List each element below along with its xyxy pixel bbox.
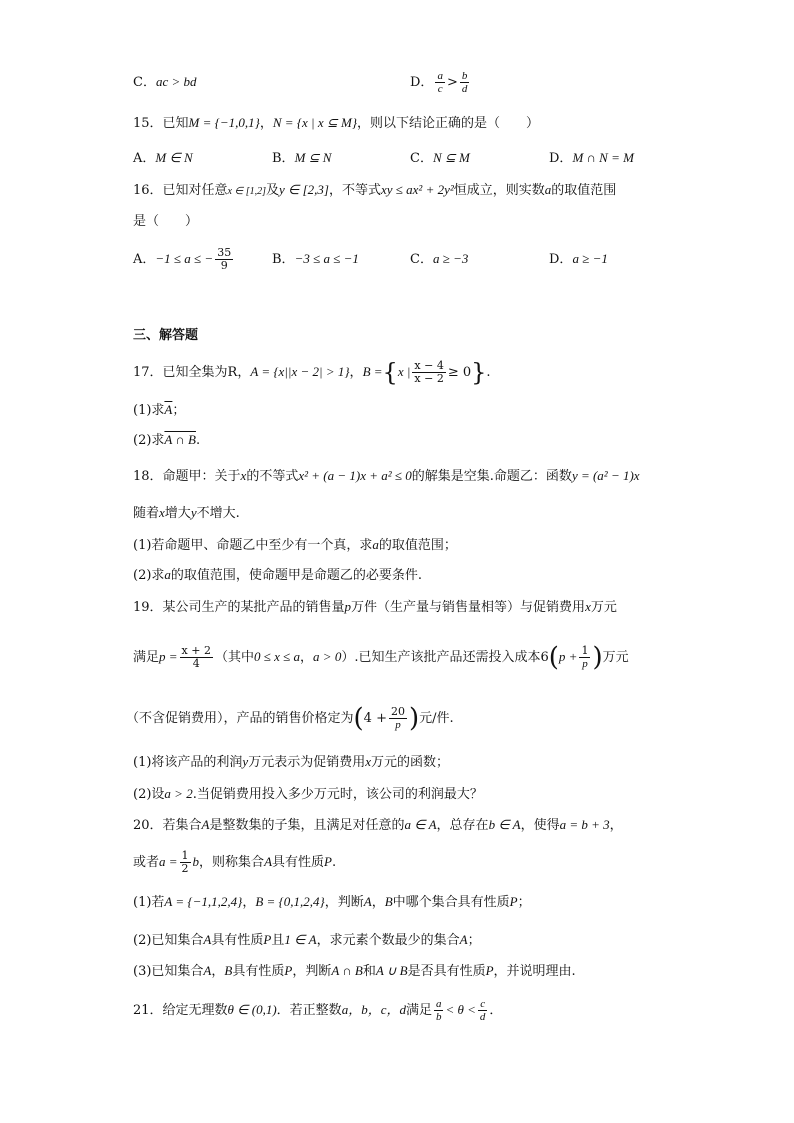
q16-c-label: C． — [410, 252, 433, 267]
q20-p1-B: B = {0,1,2,4} — [255, 894, 325, 909]
q16-a-label: A． — [133, 252, 156, 267]
q20-p3-P2: P — [485, 963, 494, 978]
q20-p1-b: ，判断 — [324, 895, 364, 910]
q19-p2-b: .当促销费用投入多少万元时，该公司的利润最大？ — [192, 787, 483, 802]
q17-b-num: x − 4 — [414, 359, 444, 372]
q19-paren-right: ) — [592, 642, 603, 673]
q18-p2-b: 的取值范围，使命题甲是命题乙的必要条件. — [170, 568, 423, 583]
q19-l2-cost-p: p + — [558, 649, 578, 664]
q20-l2-A: A — [264, 854, 273, 869]
q19-l2-comma: ， — [300, 650, 314, 665]
q20-p2-A2: A — [459, 932, 468, 947]
q19-p1-y: y — [242, 754, 249, 769]
q20-p1-P: P — [509, 894, 518, 909]
q16-suffix: 恒成立，则实数 — [453, 183, 545, 198]
q19-paren-left: ( — [548, 642, 559, 673]
q16-d-label: D． — [549, 252, 573, 267]
q21-l1-vars: a，b，c，d — [341, 1002, 406, 1017]
q16-cond-y: y ∈ [2,3] — [279, 182, 329, 197]
q16-a-num: 35 — [217, 246, 232, 259]
q19-line2 — [133, 642, 629, 673]
q20-l1-d: ，使得 — [520, 818, 560, 833]
q19-l1-c: 万元 — [590, 600, 617, 615]
q19-cost-den: p — [582, 658, 588, 670]
q19-part2 — [133, 784, 483, 805]
q18-p1-b: 的取值范围； — [378, 538, 457, 553]
q21-den1: b — [435, 1011, 442, 1023]
q20-l2-b: b — [192, 854, 200, 869]
q19-p1-b: 万元表示为促销费用 — [248, 755, 366, 770]
q19-part1 — [133, 752, 449, 773]
q16-prefix: 16．已知对任意 — [133, 183, 228, 198]
q18-p2-a: (2)求 — [133, 568, 165, 583]
q18-line2 — [133, 503, 240, 524]
q14-option-d-label: D． — [410, 75, 434, 90]
q17-set-a: A = {x||x − 2| > 1} — [250, 364, 350, 379]
q20-l1-b: 是整数集的子集，且满足对任意的 — [209, 818, 405, 833]
q20-l2-P: P — [324, 854, 332, 869]
q20-p1-comma: ， — [242, 895, 256, 910]
q20-line1 — [133, 815, 623, 836]
q19-l3-frac — [389, 706, 407, 731]
q21-frac1 — [434, 998, 444, 1023]
q16-option-a — [133, 247, 235, 272]
q16-and: 及 — [265, 183, 279, 198]
q17-p2-expr: A ∩ B — [164, 432, 196, 447]
q20-p2-P: P — [263, 932, 272, 947]
q18-l1-ineq: x² + (a − 1)x + a² ≤ 0 — [298, 468, 412, 483]
q20-part2 — [133, 930, 481, 951]
q19-l2-a: 满足 — [133, 650, 160, 665]
q20-p2-a: (2)已知集合 — [133, 933, 204, 948]
q19-l1-x: x — [585, 599, 591, 614]
q20-l2-e: . — [331, 855, 337, 870]
q14-d-den2: d — [461, 83, 468, 95]
q19-p2-a: (2)设 — [133, 787, 165, 802]
q17-set-b-prefix: B = — [362, 364, 383, 379]
q19-l2-cost: 6 — [540, 650, 549, 665]
q14-d-num1: a — [437, 70, 443, 82]
q20-p3-inter: A ∩ B — [331, 963, 363, 978]
q19-l2-p: p = — [159, 649, 178, 664]
q21-l1-b: ．若正整数 — [276, 1003, 342, 1018]
q15-a-label: A． — [133, 151, 156, 166]
q17-stem — [133, 360, 491, 385]
q18-l1-a: 18．命题甲：关于 — [133, 469, 241, 484]
q19-l3-paren-right: ) — [408, 703, 420, 734]
q14-d-den1: c — [437, 83, 443, 95]
q14-option-d — [410, 70, 471, 95]
q19-l3-num: 20 — [390, 705, 405, 718]
q15-b-label: B． — [272, 151, 295, 166]
q17-p1-expr: $\overline{A}$ — [164, 402, 173, 417]
q20-l2-eq: a = — [159, 854, 178, 869]
q19-p1-x: x — [365, 754, 371, 769]
q21-den2: d — [479, 1011, 486, 1023]
q14-option-c — [133, 72, 197, 93]
q15-d-expr: M ∩ N = M — [572, 150, 634, 165]
q16-a-expr: −1 ≤ a ≤ − — [155, 251, 214, 266]
q16-var-a: a — [544, 182, 552, 197]
q20-p3-c: ，判断 — [292, 964, 332, 979]
q15-b-expr: M ⊆ N — [294, 150, 332, 165]
q20-part3 — [133, 961, 576, 982]
q19-l2-cost-frac — [579, 645, 590, 670]
q20-p2-d: ，求元素个数最少的集合 — [316, 933, 460, 948]
q16-b-label: B． — [272, 252, 295, 267]
q14-option-c-label: C． — [133, 75, 156, 90]
q20-l1-eq: a = b + 3 — [559, 817, 610, 832]
q14-option-d-frac1 — [435, 70, 445, 95]
q15-option-b — [272, 148, 331, 169]
q16-b-expr: −3 ≤ a ≤ −1 — [294, 251, 359, 266]
q20-p1-a: (1)若 — [133, 895, 165, 910]
q16-middle: ，不等式 — [328, 183, 381, 198]
q18-l1-c: 的解集是空集.命题乙：函数 — [411, 469, 572, 484]
q20-p2-in: 1 ∈ A — [284, 932, 317, 947]
q14-d-gt: > — [446, 75, 458, 90]
q16-stem-line1 — [133, 180, 616, 202]
q17-period: . — [486, 365, 491, 380]
q20-line2 — [133, 850, 336, 875]
q17-comma2: ， — [349, 365, 363, 380]
q19-l1-a: 19．某公司生产的某批产品的销售量 — [133, 600, 345, 615]
q20-l2-c: ，则称集合 — [199, 855, 265, 870]
q19-l2-apos: a > 0 — [313, 649, 342, 664]
q20-part1 — [133, 892, 531, 913]
q14-option-c-expr: ac > bd — [155, 74, 197, 89]
q18-part1 — [133, 535, 457, 556]
q17-b-den: x − 2 — [414, 372, 444, 385]
q18-l2-b: 增大 — [164, 506, 191, 521]
q19-l3-paren-left: ( — [353, 703, 364, 734]
q20-l2-den: 2 — [181, 862, 189, 875]
q21-line1 — [133, 998, 502, 1023]
q18-l2-a: 随着 — [133, 506, 160, 521]
q20-l2-d: 具有性质 — [272, 855, 325, 870]
q20-l1-c: ，总存在 — [436, 818, 489, 833]
q21-num2: c — [480, 998, 486, 1010]
q16-option-c — [410, 249, 468, 270]
q21-num1: a — [435, 998, 442, 1010]
q20-p1-comma2: ， — [371, 895, 385, 910]
q17-p2-suffix: . — [195, 433, 201, 448]
q20-l1-bin: b ∈ A — [488, 817, 521, 832]
q19-l2-range: 0 ≤ x ≤ a — [253, 649, 301, 664]
q21-frac2 — [478, 998, 488, 1023]
q16-d-expr: a ≥ −1 — [572, 251, 608, 266]
q17-set-b-x: x | — [397, 364, 411, 379]
q21-l1-a: 21．给定无理数 — [133, 1003, 228, 1018]
q15-set-n: N = {x | x ⊆ M} — [272, 115, 358, 130]
q16-option-b — [272, 249, 359, 270]
q15-set-m: M = {−1,0,1} — [188, 115, 260, 130]
q20-p1-d: ； — [517, 895, 531, 910]
q20-l1-a: 20．若集合 — [133, 818, 202, 833]
q15-d-label: D． — [549, 151, 573, 166]
q17-universal: R — [227, 365, 238, 380]
q20-p3-a: (3)已知集合 — [133, 964, 204, 979]
q16-suffix2: 的取值范围 — [551, 183, 617, 198]
q21-l1-theta: θ ∈ (0,1) — [227, 1002, 277, 1017]
q20-l1-A: A — [201, 817, 210, 832]
q18-p2-var: a — [164, 567, 171, 582]
q17-part2 — [133, 430, 200, 451]
q17-set-b-ge: ≥ 0 — [447, 365, 472, 380]
q17-prefix: 17．已知全集为 — [133, 365, 228, 380]
q18-p1-a: (1)若命题甲、命题乙中至少有一个真，求 — [133, 538, 373, 553]
q14-option-d-frac2 — [460, 70, 470, 95]
q17-part1 — [133, 400, 185, 421]
q19-line1 — [133, 597, 617, 618]
q19-p1-a: (1)将该产品的利润 — [133, 755, 243, 770]
q15-a-expr: M ∈ N — [155, 150, 193, 165]
q14-d-num2: b — [461, 70, 468, 82]
q17-p1-suffix: ； — [172, 403, 186, 418]
q16-cond-x: x ∈ [1,2] — [227, 186, 266, 197]
q19-l1-b: 万件（生产量与销售量相等）与促销费用 — [351, 600, 586, 615]
q19-l3-four: 4 + — [363, 711, 387, 726]
q18-line1 — [133, 466, 640, 487]
q17-brace-right: } — [471, 358, 487, 387]
q18-l1-func: y = (a² − 1)x — [571, 468, 640, 483]
q18-l2-x: x — [159, 505, 165, 520]
q20-p2-A: A — [203, 932, 212, 947]
q19-l2-b: （其中 — [214, 650, 254, 665]
q18-l2-y: y — [190, 505, 197, 520]
q16-a-frac — [215, 247, 233, 272]
q15-comma: ， — [259, 116, 273, 131]
q20-p3-b: 具有性质 — [232, 964, 285, 979]
q19-l1-p: p — [344, 599, 352, 614]
q15-option-c — [410, 148, 470, 169]
q19-l2-c: ）.已知生产该批产品还需投入成本 — [341, 650, 541, 665]
q19-l3-a: （不含促销费用），产品的销售价格定为 — [126, 711, 354, 726]
q20-p3-A: A — [203, 963, 212, 978]
q17-brace-left: { — [382, 358, 398, 387]
q15-c-expr: N ⊆ M — [432, 150, 470, 165]
q17-set-b-frac — [412, 360, 445, 385]
q19-l2-d: 万元 — [602, 650, 629, 665]
q20-l2-num: 1 — [181, 849, 189, 862]
q20-p2-b: 具有性质 — [211, 933, 264, 948]
q19-p1-c: 万元的函数； — [371, 755, 450, 770]
q21-l1-c: 满足 — [405, 1003, 432, 1018]
q16-stem-line2: 是（ ） — [133, 214, 199, 229]
q20-p1-B2: B — [384, 894, 393, 909]
q20-p3-e: ，并说明理由. — [493, 964, 576, 979]
q18-l1-b: 的不等式 — [246, 469, 299, 484]
q19-l2-num: x + 2 — [181, 644, 211, 657]
q20-p3-comma: ， — [211, 964, 225, 979]
q20-p1-A2: A — [363, 894, 372, 909]
q18-l2-c: 不增大. — [196, 506, 240, 521]
q18-l1-x: x — [240, 468, 247, 483]
q20-p2-e: ； — [467, 933, 481, 948]
q19-l2-den: 4 — [192, 657, 200, 670]
q20-l2-a: 或者 — [133, 855, 160, 870]
q19-l3-b: 元/件. — [419, 711, 454, 726]
q21-l1-d: ． — [489, 1003, 503, 1018]
q19-l3-den: p — [395, 719, 401, 731]
q18-part2 — [133, 565, 422, 586]
q20-p3-d: 是否具有性质 — [407, 964, 486, 979]
q20-l2-frac — [180, 850, 191, 875]
q18-p1-var: a — [372, 537, 379, 552]
q15-c-label: C． — [410, 151, 433, 166]
q19-cost-num: 1 — [581, 644, 589, 657]
q15-stem — [133, 113, 539, 134]
q16-ineq: xy ≤ ax² + 2y² — [380, 182, 454, 197]
q19-p2-cond: a > 2 — [164, 786, 193, 801]
q15-option-d — [549, 148, 634, 169]
q17-p1-prefix: (1)求 — [133, 403, 165, 418]
q15-prefix: 15．已知 — [133, 116, 189, 131]
q20-p3-B: B — [224, 963, 233, 978]
q15-suffix: ，则以下结论正确的是（ ） — [357, 116, 540, 131]
q20-l1-ain: a ∈ A — [404, 817, 437, 832]
q17-p2-prefix: (2)求 — [133, 433, 165, 448]
q16-option-d — [549, 249, 608, 270]
q20-p3-and: 和 — [362, 964, 376, 979]
q17-comma1: ， — [237, 365, 251, 380]
q20-l1-e: ， — [609, 818, 623, 833]
q16-c-expr: a ≥ −3 — [432, 251, 469, 266]
q20-p3-P: P — [284, 963, 293, 978]
q20-p1-c: 中哪个集合具有性质 — [392, 895, 510, 910]
section-3-title: 三、解答题 — [133, 328, 199, 343]
q21-l1-lt: < θ < — [445, 1002, 476, 1017]
q20-p2-c: 且 — [271, 933, 285, 948]
q19-line3 — [126, 703, 454, 734]
q19-l2-frac — [180, 645, 213, 670]
q20-p3-union: A ∪ B — [375, 963, 408, 978]
q15-option-a — [133, 148, 193, 169]
q20-p1-A: A = {−1,1,2,4} — [164, 894, 243, 909]
q16-a-den: 9 — [220, 259, 228, 272]
